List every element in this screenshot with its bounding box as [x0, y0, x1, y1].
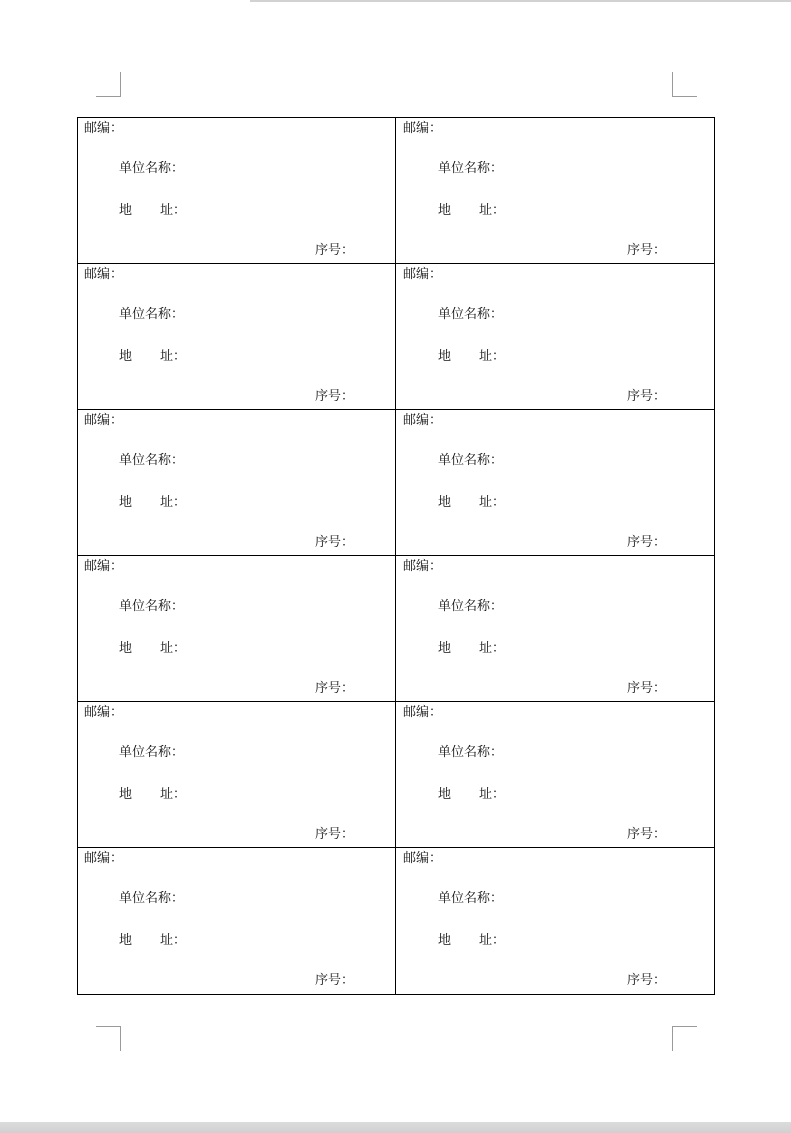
- address-card: [78, 410, 396, 556]
- address-label-char: 址：: [160, 787, 187, 802]
- org-name-label: 单位名称：: [119, 161, 185, 176]
- crop-mark-bottom-left: [96, 1026, 121, 1051]
- crop-mark-bottom-right: [672, 1026, 697, 1051]
- org-name-label: 单位名称：: [438, 307, 504, 322]
- crop-mark-top-left: [96, 72, 121, 97]
- address-label-char: 地: [438, 933, 452, 948]
- org-name-label: 单位名称：: [438, 161, 504, 176]
- address-label: [119, 641, 186, 657]
- address-label-char: 地: [119, 495, 133, 510]
- serial-label: 序号：: [315, 827, 355, 842]
- address-label-char: 址：: [160, 203, 187, 218]
- postcode-label: 邮编：: [84, 267, 124, 282]
- serial-label: 序号：: [315, 243, 355, 258]
- address-card: [78, 118, 396, 264]
- serial-label: 序号：: [627, 243, 667, 258]
- org-name-label: 单位名称：: [119, 891, 185, 906]
- serial-label: 序号：: [315, 973, 355, 988]
- org-name-label: 单位名称：: [438, 891, 504, 906]
- postcode-label: 邮编：: [403, 851, 443, 866]
- address-label-char: 址：: [479, 203, 506, 218]
- address-label-char: 地: [438, 787, 452, 802]
- address-card: [396, 702, 714, 848]
- address-label-char: 址：: [479, 495, 506, 510]
- address-label-char: 址：: [479, 349, 506, 364]
- address-card: [396, 264, 714, 410]
- serial-label: 序号：: [627, 973, 667, 988]
- address-label-char: 址：: [160, 933, 187, 948]
- address-label: [438, 933, 505, 949]
- address-label-char: 址：: [479, 787, 506, 802]
- org-name-label: 单位名称：: [438, 745, 504, 760]
- address-label-char: 地: [438, 349, 452, 364]
- address-card: [396, 848, 714, 994]
- address-card: [78, 556, 396, 702]
- address-card: [396, 118, 714, 264]
- org-name-label: 单位名称：: [119, 745, 185, 760]
- address-label-char: 地: [438, 641, 452, 656]
- postcode-label: 邮编：: [403, 413, 443, 428]
- address-card: [78, 264, 396, 410]
- serial-label: 序号：: [627, 827, 667, 842]
- serial-label: 序号：: [627, 535, 667, 550]
- postcode-label: 邮编：: [403, 559, 443, 574]
- address-card: [78, 702, 396, 848]
- address-label: [438, 349, 505, 365]
- serial-label: 序号：: [315, 681, 355, 696]
- address-label-char: 址：: [160, 641, 187, 656]
- address-card: [396, 410, 714, 556]
- postcode-label: 邮编：: [403, 121, 443, 136]
- address-label: [438, 495, 505, 511]
- postcode-label: 邮编：: [84, 851, 124, 866]
- address-label: [119, 203, 186, 219]
- org-name-label: 单位名称：: [438, 453, 504, 468]
- address-label: [119, 787, 186, 803]
- address-label: [119, 495, 186, 511]
- top-border-strip: [250, 0, 791, 2]
- postcode-label: 邮编：: [403, 267, 443, 282]
- address-label: [438, 203, 505, 219]
- org-name-label: 单位名称：: [119, 307, 185, 322]
- address-label-char: 地: [438, 495, 452, 510]
- address-label-char: 址：: [160, 495, 187, 510]
- postcode-label: 邮编：: [84, 121, 124, 136]
- address-label-char: 地: [119, 787, 133, 802]
- serial-label: 序号：: [627, 681, 667, 696]
- address-label-char: 址：: [479, 641, 506, 656]
- serial-label: 序号：: [315, 535, 355, 550]
- address-label: [438, 787, 505, 803]
- address-label: [119, 349, 186, 365]
- address-label-char: 地: [119, 641, 133, 656]
- address-label-char: 址：: [160, 349, 187, 364]
- address-card: [78, 848, 396, 994]
- address-label-grid: [77, 117, 715, 995]
- postcode-label: 邮编：: [403, 705, 443, 720]
- address-label: [119, 933, 186, 949]
- postcode-label: 邮编：: [84, 559, 124, 574]
- address-card: [396, 556, 714, 702]
- serial-label: 序号：: [315, 389, 355, 404]
- postcode-label: 邮编：: [84, 413, 124, 428]
- address-label-char: 地: [119, 933, 133, 948]
- postcode-label: 邮编：: [84, 705, 124, 720]
- crop-mark-top-right: [672, 72, 697, 97]
- address-label-char: 地: [438, 203, 452, 218]
- address-label: [438, 641, 505, 657]
- org-name-label: 单位名称：: [119, 599, 185, 614]
- bottom-border-strip: [0, 1122, 791, 1133]
- address-label-char: 址：: [479, 933, 506, 948]
- address-label-char: 地: [119, 203, 133, 218]
- serial-label: 序号：: [627, 389, 667, 404]
- address-label-char: 地: [119, 349, 133, 364]
- org-name-label: 单位名称：: [119, 453, 185, 468]
- org-name-label: 单位名称：: [438, 599, 504, 614]
